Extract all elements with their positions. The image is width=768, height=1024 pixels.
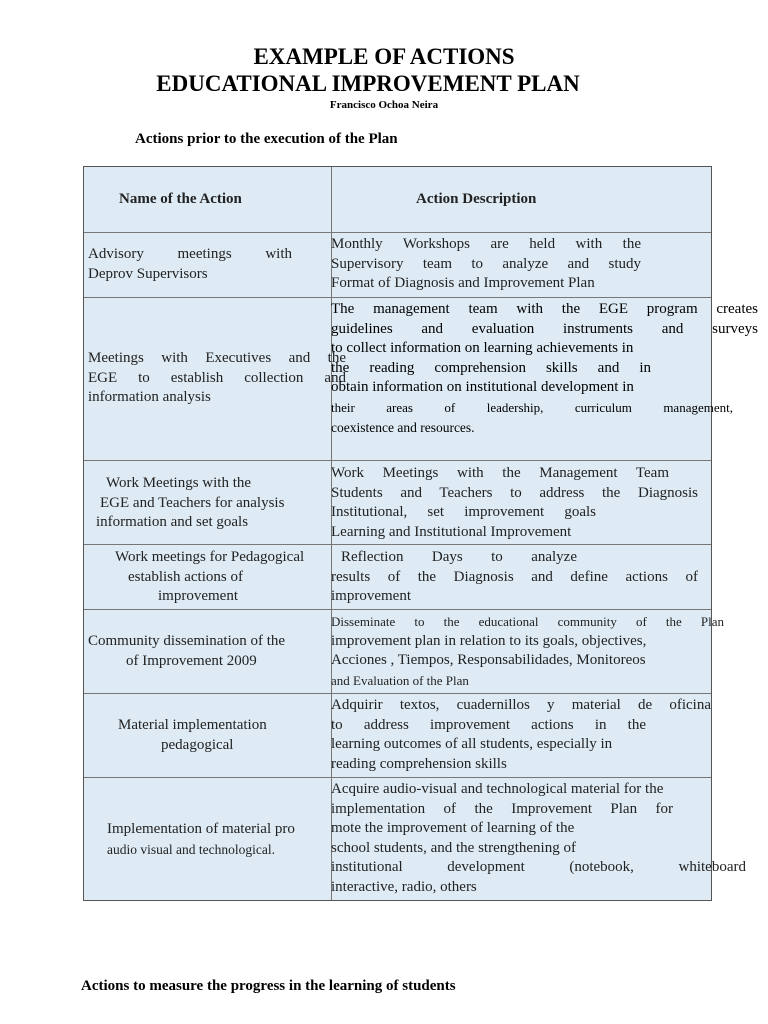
table-row-3-description: Work Meetings with the Management Team Students and Teachers to address the Diagnosis Institutional, set improvement goals Learning and Institutional Improvement — [331, 465, 698, 540]
document-subtitle: EDUCATIONAL IMPROVEMENT PLAN — [156, 71, 580, 96]
row-divider — [84, 544, 711, 545]
section-heading-prior-actions: Actions prior to the execution of the Plan — [135, 131, 398, 147]
section-heading-measure-progress: Actions to measure the progress in the learning of students — [81, 978, 456, 994]
table-row-1-name: Advisory meetings with Deprov Supervisors — [88, 246, 292, 282]
row-divider — [84, 609, 711, 610]
table-row-2-name: Meetings with Executives and the EGE to establish collection and information analysis — [88, 350, 346, 406]
table-row-6-name: Material implementation pedagogical — [118, 717, 267, 753]
table-row-5-name: Community dissemination of the of Improvement 2009 — [88, 633, 286, 669]
header-action-description: Action Description — [416, 191, 537, 207]
row-divider — [84, 460, 711, 461]
table-row-7-description: Acquire audio-visual and technological material for the implementation of the Improvement Plan for mote the improvement of learning of the school students, and the strengthening of institutional development (notebook, whiteboard interactive, radio, others — [331, 781, 746, 895]
table-row-2-description: The management team with the EGE program creates guidelines and evaluation instruments and surveys to collect information on learning achievements in the reading comprehension skills and in obtain information on institutional development in their areas of leadership, curriculum management, coexistence and resources. — [331, 301, 758, 435]
table-row-6-description: Adquirir textos, cuadernillos y material de oficina to address improvement actions in the learning outcomes of all students, especially in reading comprehension skills — [331, 697, 711, 772]
table-row-4-description: Reflection Days to analyze results of the Diagnosis and define actions of improvement — [331, 549, 698, 605]
table-row-7-name: Implementation of material pro audio visual and technological. — [107, 821, 295, 857]
document-title: EXAMPLE OF ACTIONS — [253, 44, 515, 69]
table-row-4-name: Work meetings for Pedagogical establish actions of improvement — [115, 549, 305, 605]
table-row-1-description: Monthly Workshops are held with the Supervisory team to analyze and study Format of Diagnosis and Improvement Plan — [331, 236, 641, 292]
header-name-of-action: Name of the Action — [119, 191, 242, 207]
row-divider — [84, 297, 711, 298]
actions-table — [83, 166, 758, 901]
table-row-3-name: Work Meetings with the EGE and Teachers for analysis information and set goals — [96, 475, 285, 531]
author-name: Francisco Ochoa Neira — [329, 99, 439, 111]
row-divider — [84, 777, 711, 778]
table-row-5-description: Disseminate to the educational community of the Plan improvement plan in relation to its goals, objectives, Acciones , Tiempos, Responsabilidades, Monitoreos and Evaluation of the Plan — [331, 614, 724, 688]
row-divider — [84, 693, 711, 694]
row-divider — [84, 232, 711, 233]
